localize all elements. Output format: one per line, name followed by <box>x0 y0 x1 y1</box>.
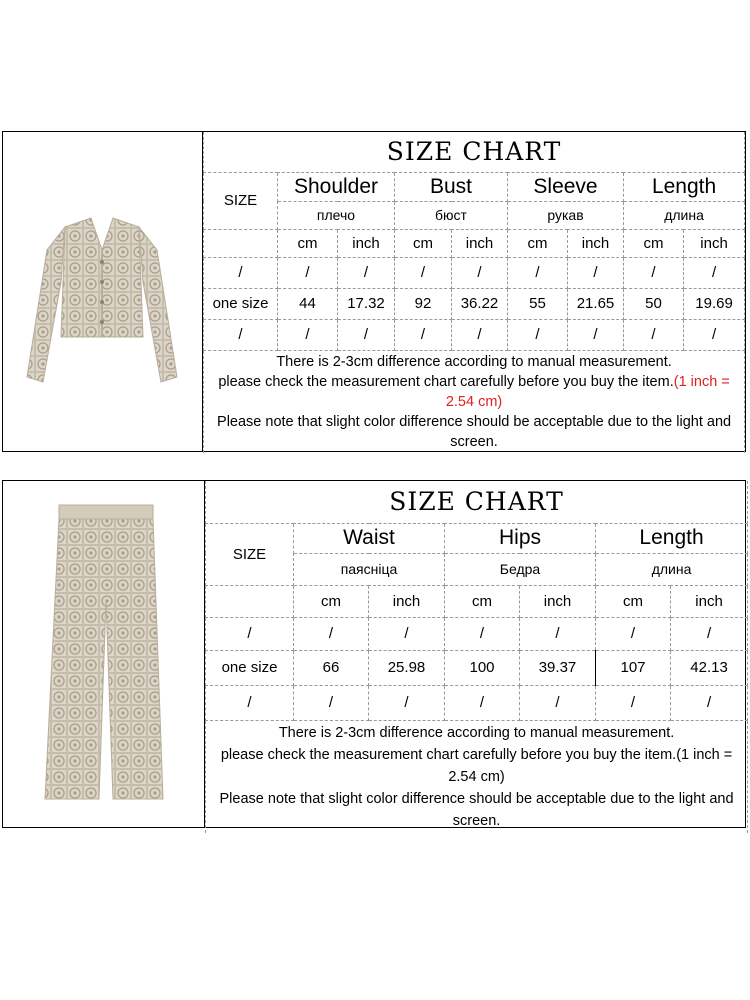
table-row <box>206 650 748 685</box>
chart-title: SIZE CHART <box>204 132 745 172</box>
placeholder-cell: / <box>568 257 624 288</box>
placeholder-cell: / <box>204 257 278 288</box>
note-check-chart: please check the measurement chart carefully before you buy the item.(1 inch = 2.54 cm) <box>220 746 733 785</box>
cardigan-size-chart <box>203 132 745 451</box>
value-cell: 42.13 <box>671 650 748 685</box>
unit-cell: cm <box>508 229 568 257</box>
pants-size-panel <box>2 480 746 828</box>
header-length-ru: длина <box>596 553 748 585</box>
placeholder-cell: / <box>671 685 748 720</box>
note-color: Please note that slight color difference should be acceptable due to the light and screen. <box>217 413 732 450</box>
placeholder-cell: / <box>338 319 395 350</box>
placeholder-cell: / <box>278 257 338 288</box>
unit-cell: cm <box>445 585 520 617</box>
unit-cell: cm <box>624 229 684 257</box>
placeholder-cell: / <box>508 319 568 350</box>
value-cell: 36.22 <box>452 288 508 319</box>
placeholder-cell: / <box>624 257 684 288</box>
table-row <box>204 319 745 350</box>
header-length: Length <box>624 172 745 201</box>
unit-cell: inch <box>520 585 596 617</box>
placeholder-cell: / <box>278 319 338 350</box>
placeholder-cell: / <box>369 685 445 720</box>
value-cell: 44 <box>278 288 338 319</box>
row-label: one size <box>206 650 294 685</box>
note-check-chart <box>208 372 740 412</box>
table-row <box>204 257 745 288</box>
value-cell: 92 <box>395 288 452 319</box>
unit-cell: inch <box>369 585 445 617</box>
header-sleeve-ru: рукав <box>508 201 624 229</box>
unit-cell: cm <box>596 585 671 617</box>
placeholder-cell: / <box>206 617 294 650</box>
value-cell: 55 <box>508 288 568 319</box>
placeholder-cell: / <box>684 319 745 350</box>
placeholder-cell: / <box>338 257 395 288</box>
unit-cell: cm <box>294 585 369 617</box>
note-check-text: please check the measurement chart carefully before you buy the item. <box>218 373 674 390</box>
header-hips-ru: Бедра <box>445 553 596 585</box>
unit-cell: inch <box>671 585 748 617</box>
value-cell: 19.69 <box>684 288 745 319</box>
placeholder-cell: / <box>395 319 452 350</box>
value-cell: 50 <box>624 288 684 319</box>
placeholder-cell: / <box>445 617 520 650</box>
row-label: one size <box>204 288 278 319</box>
table-row <box>206 685 748 720</box>
note-difference: There is 2-3cm difference according to manual measurement. <box>276 353 672 370</box>
unit-cell: inch <box>568 229 624 257</box>
placeholder-cell: / <box>395 257 452 288</box>
cardigan-photo <box>3 132 203 451</box>
table-row <box>206 617 748 650</box>
placeholder-cell: / <box>520 685 596 720</box>
placeholder-cell: / <box>596 617 671 650</box>
empty-cell <box>204 229 278 257</box>
pants-size-chart <box>205 481 745 827</box>
placeholder-cell: / <box>508 257 568 288</box>
placeholder-cell: / <box>568 319 624 350</box>
cardigan-size-panel <box>2 131 746 452</box>
unit-cell: cm <box>278 229 338 257</box>
empty-cell <box>206 585 294 617</box>
unit-cell: inch <box>684 229 745 257</box>
placeholder-cell: / <box>671 617 748 650</box>
unit-cell: cm <box>395 229 452 257</box>
value-cell: 25.98 <box>369 650 445 685</box>
placeholder-cell: / <box>294 617 369 650</box>
header-shoulder: Shoulder <box>278 172 395 201</box>
placeholder-cell: / <box>452 319 508 350</box>
placeholder-cell: / <box>624 319 684 350</box>
value-cell: 100 <box>445 650 520 685</box>
header-length-ru: длина <box>624 201 745 229</box>
header-waist-ru: паясніца <box>294 553 445 585</box>
value-cell: 21.65 <box>568 288 624 319</box>
size-label: SIZE <box>204 172 278 229</box>
placeholder-cell: / <box>206 685 294 720</box>
header-bust: Bust <box>395 172 508 201</box>
header-waist: Waist <box>294 523 445 553</box>
note-color: Please note that slight color difference should be acceptable due to the light and screen. <box>219 790 734 829</box>
placeholder-cell: / <box>596 685 671 720</box>
pants-photo <box>3 481 205 827</box>
value-cell: 66 <box>294 650 369 685</box>
placeholder-cell: / <box>445 685 520 720</box>
header-shoulder-ru: плечо <box>278 201 395 229</box>
value-cell: 39.37 <box>520 650 596 685</box>
note-inch-conversion: (1 inch = 2.54 cm) <box>445 373 730 410</box>
placeholder-cell: / <box>294 685 369 720</box>
unit-cell: inch <box>338 229 395 257</box>
measurement-notes <box>206 720 748 833</box>
note-difference: There is 2-3cm difference according to manual measurement. <box>278 724 675 741</box>
table-row <box>204 288 745 319</box>
header-sleeve: Sleeve <box>508 172 624 201</box>
placeholder-cell: / <box>369 617 445 650</box>
cardigan-image <box>3 132 201 450</box>
placeholder-cell: / <box>204 319 278 350</box>
header-hips: Hips <box>445 523 596 553</box>
header-bust-ru: бюст <box>395 201 508 229</box>
measurement-notes <box>204 350 745 453</box>
value-cell: 107 <box>596 650 671 685</box>
value-cell: 17.32 <box>338 288 395 319</box>
placeholder-cell: / <box>520 617 596 650</box>
pants-size-table <box>205 481 748 833</box>
size-label: SIZE <box>206 523 294 585</box>
header-length: Length <box>596 523 748 553</box>
chart-title: SIZE CHART <box>206 481 748 523</box>
pants-image <box>3 481 203 826</box>
placeholder-cell: / <box>452 257 508 288</box>
cardigan-size-table <box>203 132 745 453</box>
placeholder-cell: / <box>684 257 745 288</box>
unit-cell: inch <box>452 229 508 257</box>
